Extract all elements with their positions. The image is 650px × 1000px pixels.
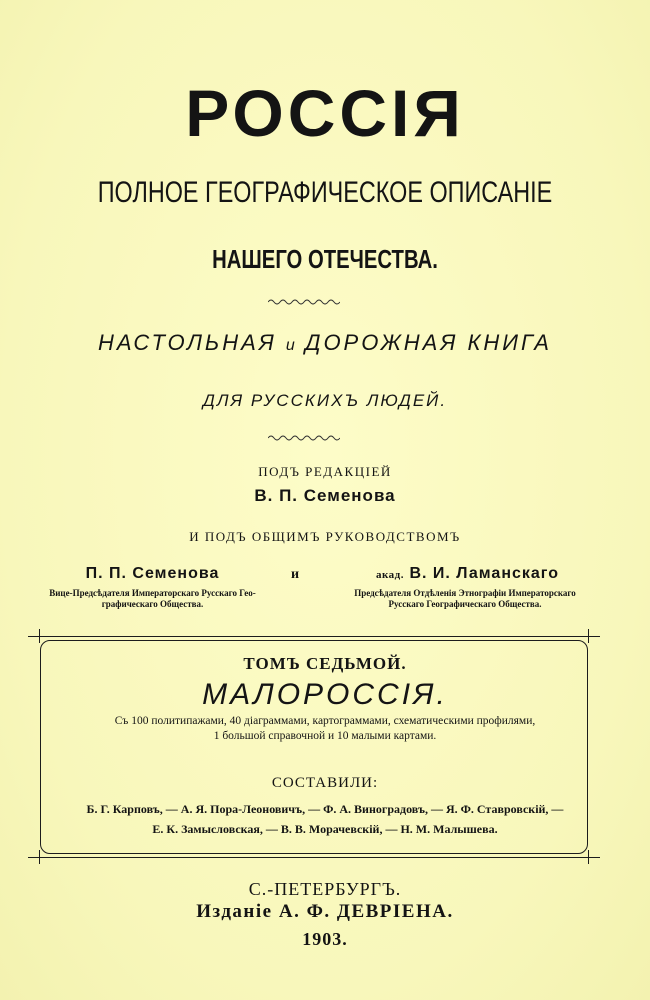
ornament-divider-1 (268, 298, 340, 306)
frame-corner-br (588, 850, 589, 864)
for-people-line: ДЛЯ РУССКИХЪ ЛЮДЕЙ. (202, 391, 448, 410)
ornament-divider-2 (268, 434, 340, 442)
right-person-name (330, 566, 605, 582)
academician-prefix: акад. (375, 569, 404, 581)
left-desc-line-1: Вице-Предсѣдателя Императорскаго Русскаго Гео- (49, 588, 256, 598)
frame-corner-bl (39, 850, 40, 864)
publisher: Изданіе А. Ф. ДЕВРІЕНА. (196, 901, 454, 922)
subtitle-line-1: ПОЛНОЕ ГЕОГРАФИЧЕСКОЕ ОПИСАНІЕ (97, 176, 553, 209)
right-desc-line-2: Русскаго Географическаго Общества. (388, 599, 542, 609)
desk-word-1: НАСТОЛЬНАЯ (98, 330, 277, 355)
illustrations-line-2: 1 большой справочной и 10 малыми картами. (213, 730, 437, 742)
desk-book-line (0, 332, 650, 354)
edited-by-label: ПОДЪ РЕДАКЦІЕЙ (258, 464, 392, 479)
guidance-label: И ПОДЪ ОБЩИМЪ РУКОВОДСТВОМЪ (189, 529, 461, 544)
illustrations-line-1: Съ 100 политипажами, 40 діаграммами, картограммами, схематическими профилями, (114, 715, 536, 727)
right-person-desc (325, 588, 605, 610)
frame-corner-tr (588, 629, 589, 643)
subtitle-line-2: НАШЕГО ОТЕЧЕСТВА. (212, 244, 438, 274)
authors-line-1: Б. Г. Карповъ, — А. Я. Пора-Леоновичъ, — Ф. А. Виноградовъ, — Я. Ф. Ставровскій, — (86, 802, 564, 816)
desk-and: и (285, 337, 296, 354)
book-title: РОССІЯ (185, 76, 465, 150)
frame-corner-tl (39, 629, 40, 643)
volume-title: МАЛОРОССІЯ. (202, 678, 448, 711)
left-person-desc (20, 588, 285, 610)
volume-number: ТОМЪ СЕДЬМОЙ. (243, 654, 407, 673)
publication-city: С.-ПЕТЕРБУРГЪ. (248, 879, 402, 899)
publication-year: 1903. (302, 929, 348, 949)
compiled-by-label: СОСТАВИЛИ: (271, 775, 379, 791)
authors-line-2: Е. К. Замысловская, — В. В. Морачевскій, — Н. М. Малышева. (152, 822, 498, 836)
and-word: и (290, 567, 300, 582)
right-desc-line-1: Предсѣдателя Отдѣленія Этнографіи Императорскаго (354, 588, 576, 598)
left-person-name: П. П. Семенова (85, 565, 220, 582)
frame-top-rule (28, 636, 600, 637)
right-person-name-text: В. И. Ламанскаго (409, 565, 560, 582)
frame-bottom-rule (28, 857, 600, 858)
desk-word-2: ДОРОЖНАЯ КНИГА (304, 330, 552, 355)
left-desc-line-2: графическаго Общества. (101, 599, 204, 609)
editor-name: В. П. Семенова (254, 486, 396, 505)
